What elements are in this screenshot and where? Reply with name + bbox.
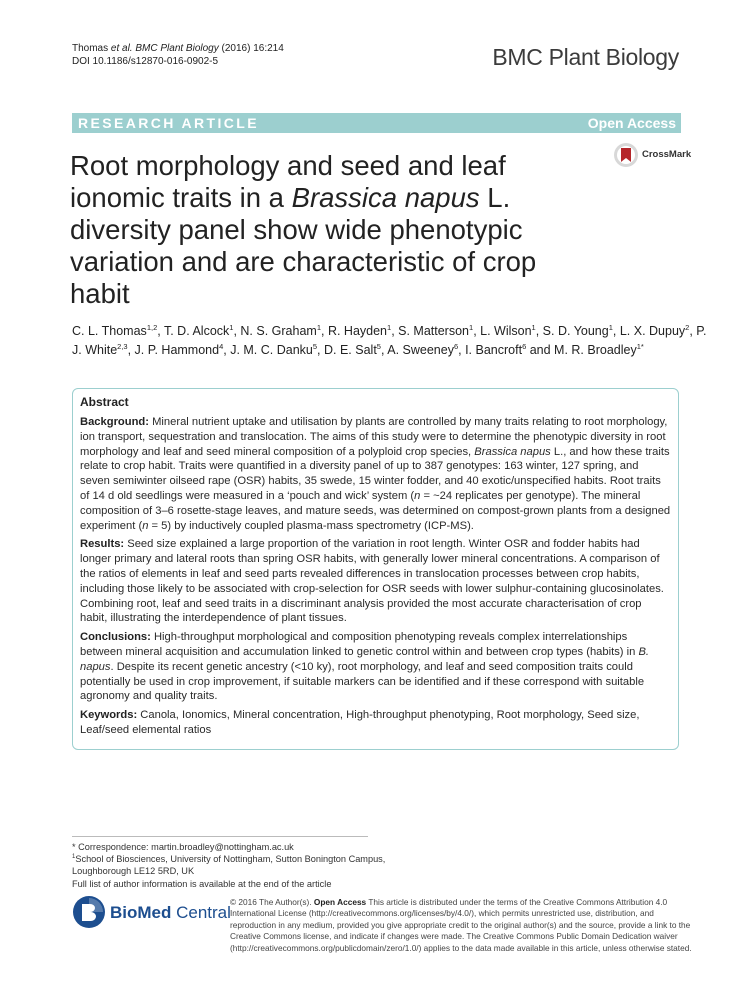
title-part-1: Root morphology and seed and leaf ionomic traits in a [70,150,506,213]
background-n2: n [142,519,149,532]
citation-journal: et al. BMC Plant Biology [110,43,219,54]
publisher-name-rest: Central [171,903,231,922]
author-name: L. Wilson [480,324,532,338]
license-open-access: Open Access [313,897,367,907]
abstract-heading: Abstract [80,395,129,409]
author-affiliation: 1 [229,322,234,332]
journal-name: BMC Plant Biology [492,44,679,70]
author [240,324,321,338]
author [554,343,644,357]
author-name: T. D. Alcock [163,324,230,338]
publisher-logo [72,895,231,931]
abstract-conclusions [80,630,671,704]
author-list: C. L. Thomas$^{1,2}$, T. D. Alcock$^1$, N. S. Graham$^1$, R. Hayden$^1$, S. Matterson$^1$, L. Wilson$^1$, S. D. Young$^1$, L. X. Dupuy$^2$, P. J. White$^{2,3}$, J. P. Hammond$^4$, J. M. C. Danku$^5$, D. E. Salt$^5$, A. Sweeney$^6$, I. Bancroft$^6$ and M. R. Broadley$^{1*}$ [72,322,707,357]
author [135,343,224,357]
affiliation-1-number: 1 [72,854,76,861]
author [480,324,536,338]
keywords-label: Keywords: [80,709,138,722]
author-affiliation: 4 [219,341,224,351]
publisher-name-bold: BioMed [110,903,172,922]
article-type-banner [72,113,681,133]
author-name: P. J. White [72,324,707,357]
results-label: Results: [80,538,125,551]
doi: DOI 10.1186/s12870-016-0902-5 [72,56,219,67]
author-name: J. M. C. Danku [230,343,313,357]
background-label: Background: [80,416,149,428]
author [324,343,381,357]
background-species: Brassica napus [474,445,551,458]
author-name: D. E. Salt [324,343,377,357]
open-access-label: Open Access [587,115,676,131]
conclusions-text-2: . Despite its recent genetic ancestry (<10 ky), root morphology, and leaf and seed composition traits could potentially be used in crop improvement, if suitable markers can be identified and if these correspond with suitable agronomy and quality traits. [80,660,645,703]
conclusions-text: High-throughput morphological and composition phenotyping reveals complex interrelationships between mineral acquisition and accumulation linked to genetic control within and between crop types (habits) in [80,631,639,658]
author-name: M. R. Broadley [554,343,637,357]
citation-volume: (2016) 16:214 [218,43,284,54]
author-affiliation: 1 [608,322,613,332]
abstract-background [80,415,671,533]
author [328,324,391,338]
biomed-central-logo-icon [72,895,106,929]
author-affiliation: 2,3 [117,341,128,351]
affiliation-1-text: School of Biosciences, University of Nottingham, Sutton Bonington Campus, Loughborough LE12 5RD, UK [72,854,386,877]
license-body: This article is distributed under the terms of the Creative Commons Attribution 4.0 International License (http://creativecommons.org/licenses/by/4.0/), which permits unrestricted use, distribution, and reproduction in any medium, provided you give appropriate credit to the original author(s) and the source, provide a link to the Creative Commons license, and indicate if changes were made. The Creative Commons Public Domain Dedication waiver (http://creativecommons.org/publicdomain/zero/1.0/) applies to the data made available in this article, unless otherwise stated. [230,897,692,953]
background-text-4: = 5) by inductively coupled plasma-mass spectrometry (ICP-MS). [148,519,474,532]
author-affiliation: 1 [316,322,321,332]
author-name: N. S. Graham [240,324,317,338]
author [72,324,157,338]
abstract-results [80,537,671,626]
crossmark-label: CrossMark [642,149,692,160]
results-text: Seed size explained a large proportion of the variation in root length. Winter OSR and fodder habits had longer primary and lateral roots than spring OSR habits, with generally lower mineral concentrations. A comparison of the ratios of elements in leaf and seed parts revealed differences in translocation processes between crop habits, including those likely to be associated with crop-selection for OSR seeds with lower sulphur-containing glucosinolates. Combining root, leaf and seed traits in a discriminant analysis provided the most accurate characterisation of crop habit, illustrating the interdependence of plant tissues. [80,538,664,625]
background-text-2: L., and how these traits relate to crop habit. Traits were quantified in a diversity panel of up to 387 genotypes: 163 winter, 127 spring, and seven semiwinter oilseed rape (OSR) habits, 35 swede, 15 winter fodder, and 40 exotic/unspecified habits. Root traits of 14 d old seedlings were measured in a ‘pouch and wick’ system ( [80,445,670,502]
author-affiliation: 5 [376,341,381,351]
background-text-3: = ~24 replicates per genotype). The mineral composition of 3–6 rosette-stage leaves, and mature seeds, was determined on compost-grown plants from a designed experiment ( [80,489,671,532]
author-name: R. Hayden [327,324,388,338]
author-affiliation: 1 [531,322,536,332]
article-title [70,150,590,310]
author [543,324,613,338]
author-name: S. D. Young [542,324,609,338]
copyright: © 2016 The Author(s). [230,897,314,907]
author-affiliation: 2 [685,322,690,332]
author [620,324,690,338]
citation [72,42,284,68]
author-affiliation: 1,2 [146,322,158,332]
author-info-note: Full list of author information is available at the end of the article [72,878,332,889]
license-text [230,897,692,954]
author-name: L. X. Dupuy [619,324,686,338]
author-and: and [526,343,555,357]
author [387,343,458,357]
author [164,324,233,338]
author-affiliation: 1* [636,341,644,351]
conclusions-species: B. napus [80,645,650,673]
crossmark-badge[interactable] [613,142,703,172]
article-type: RESEARCH ARTICLE [78,115,259,131]
affiliation-1 [72,853,402,877]
title-species: Brassica napus [291,182,480,213]
author-affiliation: 5 [312,341,318,351]
author-name: I. Bancroft [465,343,523,357]
author-name: A. Sweeney [387,343,454,357]
title-part-2: L. diversity panel show wide phenotypic variation and are characteristic of crop habit [70,182,537,309]
conclusions-label: Conclusions: [80,631,151,644]
author [230,343,317,357]
author-name: J. P. Hammond [134,343,220,357]
author-affiliation: 6 [522,341,527,351]
background-text: Mineral nutrient uptake and utilisation by plants are controlled by many traits relating to root morphology, ion transport, sequestration and translocation. The aims of this study were to determine the phenotypic diversity in root morphology and leaf and seed mineral composition of a polyploid crop species, [80,416,668,458]
author-affiliation: 1 [387,322,392,332]
abstract-box [72,388,679,750]
author-name: C. L. Thomas [72,324,147,338]
publisher-name [110,903,231,923]
author-affiliation: 1 [469,322,474,332]
abstract-keywords [80,708,671,738]
crossmark-icon [613,142,639,168]
author [398,324,473,338]
background-n1: n [414,489,421,502]
author [465,343,526,357]
author-name: S. Matterson [398,324,470,338]
footnote-divider [72,836,368,837]
keywords-text: Canola, Ionomics, Mineral concentration, High-throughput phenotyping, Root morphology, Seed size, Leaf/seed elemental ratios [80,709,640,736]
footnote [72,841,402,890]
author-affiliation: 6 [453,341,459,351]
correspondence: * Correspondence: martin.broadley@nottingham.ac.uk [72,842,294,852]
citation-authors: Thomas [72,43,111,54]
